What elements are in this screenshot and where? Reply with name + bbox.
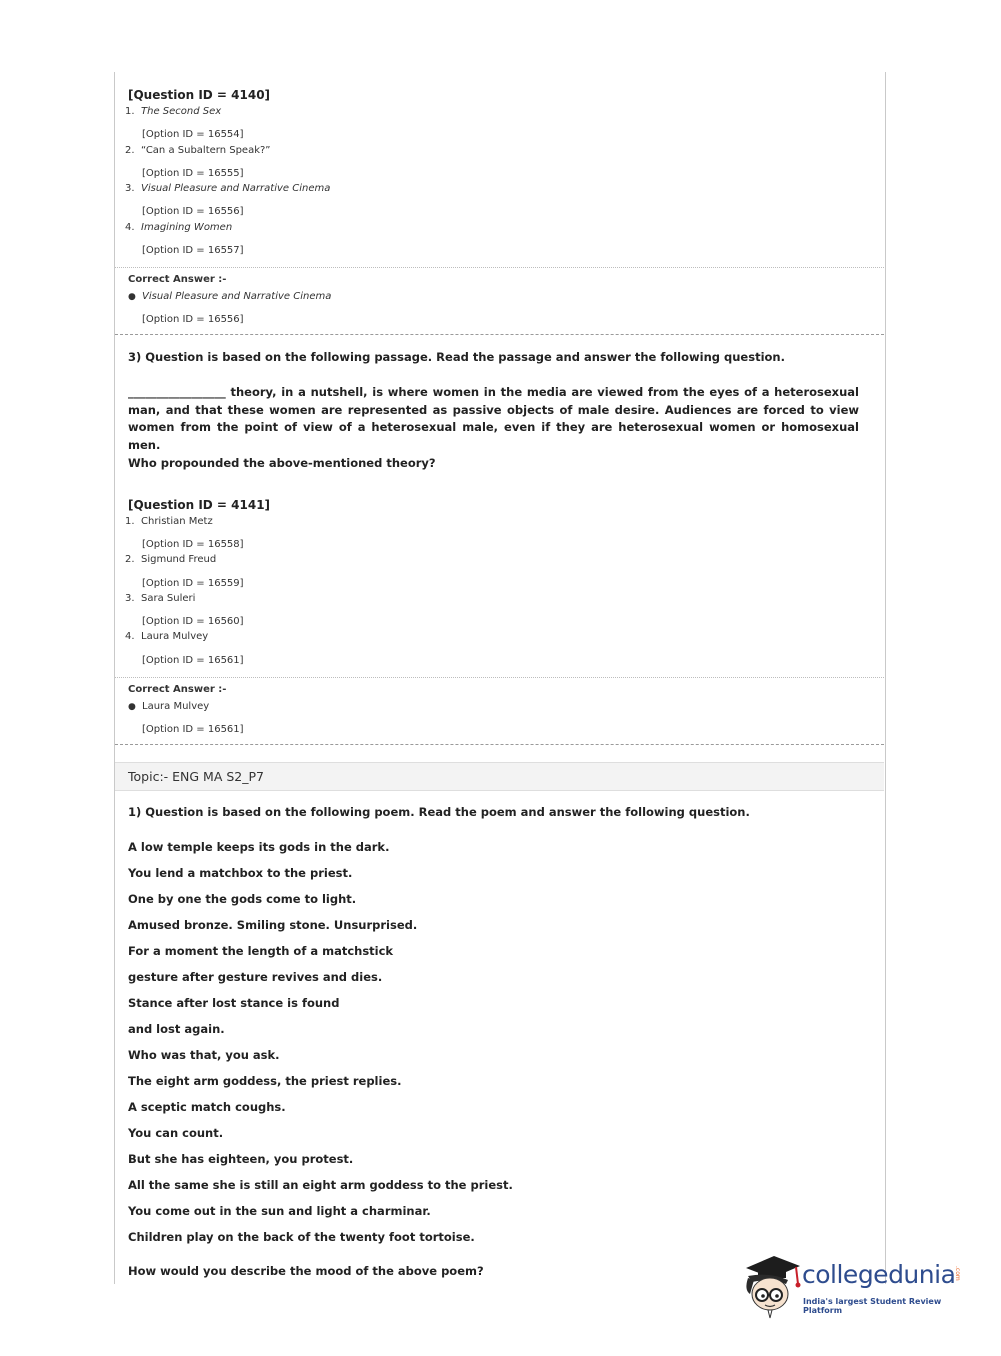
- option-2[interactable]: [125, 554, 216, 565]
- bullet-icon: ●: [128, 702, 136, 712]
- option-number: 1.: [125, 106, 135, 117]
- correct-answer-label: Correct Answer :-: [128, 684, 227, 695]
- option-text: The Second Sex: [141, 106, 222, 117]
- correct-answer: [128, 701, 209, 712]
- poem-line: The eight arm goddess, the priest replies.: [128, 1074, 402, 1088]
- option-id: [Option ID = 16556]: [142, 206, 244, 217]
- poem-line: For a moment the length of a matchstick: [128, 944, 394, 958]
- option-id: [Option ID = 16554]: [142, 129, 244, 140]
- question-prompt: Who propounded the above-mentioned theory?: [128, 456, 436, 470]
- option-number: 1.: [125, 516, 135, 527]
- correct-answer-text: Visual Pleasure and Narrative Cinema: [142, 291, 332, 302]
- correct-option-id: [Option ID = 16561]: [142, 724, 244, 735]
- logo-domain-suffix: .com: [954, 1266, 961, 1281]
- question-heading: 3) Question is based on the following passage. Read the passage and answer the following question.: [128, 350, 785, 364]
- poem-line: Who was that, you ask.: [128, 1048, 280, 1062]
- option-text: Sara Suleri: [141, 593, 196, 604]
- option-id: [Option ID = 16560]: [142, 616, 244, 627]
- topic-label: Topic:- ENG MA S2_P7: [128, 769, 264, 784]
- poem-line: A low temple keeps its gods in the dark.: [128, 840, 390, 854]
- question-separator: [115, 744, 884, 745]
- option-number: 2.: [125, 554, 135, 565]
- poem-line: A sceptic match coughs.: [128, 1100, 286, 1114]
- option-number: 3.: [125, 183, 135, 194]
- option-number: 4.: [125, 222, 135, 233]
- poem-line: gesture after gesture revives and dies.: [128, 970, 383, 984]
- option-3[interactable]: [125, 593, 195, 604]
- option-text: Imagining Women: [141, 222, 233, 233]
- poem-line: Amused bronze. Smiling stone. Unsurprised.: [128, 918, 418, 932]
- option-text: “Can a Subaltern Speak?”: [141, 145, 271, 156]
- logo-tagline: India's largest Student Review Platform: [803, 1297, 942, 1315]
- divider: [115, 677, 884, 678]
- poem-line: Stance after lost stance is found: [128, 996, 340, 1010]
- option-number: 2.: [125, 145, 135, 156]
- poem-line: You come out in the sun and light a charminar.: [128, 1204, 431, 1218]
- collegedunia-logo[interactable]: [740, 1250, 970, 1320]
- question-prompt: How would you describe the mood of the above poem?: [128, 1264, 484, 1278]
- option-4[interactable]: [125, 631, 208, 642]
- question-separator: [115, 334, 884, 335]
- poem-line: You lend a matchbox to the priest.: [128, 866, 353, 880]
- correct-answer: [128, 291, 331, 302]
- option-3[interactable]: [125, 183, 330, 194]
- option-id: [Option ID = 16558]: [142, 539, 244, 550]
- poem-line: All the same she is still an eight arm goddess to the priest.: [128, 1178, 513, 1192]
- option-number: 4.: [125, 631, 135, 642]
- option-text: Laura Mulvey: [141, 631, 209, 642]
- option-number: 3.: [125, 593, 135, 604]
- question-heading: 1) Question is based on the following poem. Read the poem and answer the following question.: [128, 805, 750, 819]
- option-id: [Option ID = 16557]: [142, 245, 244, 256]
- poem-line: and lost again.: [128, 1022, 225, 1036]
- option-id: [Option ID = 16555]: [142, 168, 244, 179]
- option-text: Visual Pleasure and Narrative Cinema: [141, 183, 331, 194]
- poem-line: You can count.: [128, 1126, 224, 1140]
- option-id: [Option ID = 16561]: [142, 655, 244, 666]
- option-1[interactable]: [125, 106, 221, 117]
- option-text: Christian Metz: [141, 516, 213, 527]
- option-4[interactable]: [125, 222, 232, 233]
- topic-bar: [115, 762, 884, 791]
- poem-line: But she has eighteen, you protest.: [128, 1152, 354, 1166]
- option-2[interactable]: [125, 145, 270, 156]
- question-id: [Question ID = 4141]: [128, 498, 271, 512]
- poem-line: Children play on the back of the twenty foot tortoise.: [128, 1230, 475, 1244]
- correct-option-id: [Option ID = 16556]: [142, 314, 244, 325]
- question-id: [Question ID = 4140]: [128, 88, 271, 102]
- option-text: Sigmund Freud: [141, 554, 217, 565]
- poem-line: One by one the gods come to light.: [128, 892, 357, 906]
- divider: [115, 267, 884, 268]
- correct-answer-label: Correct Answer :-: [128, 274, 227, 285]
- mascot-icon: [740, 1250, 802, 1320]
- logo-wordmark: collegedunia: [802, 1260, 956, 1289]
- option-1[interactable]: [125, 516, 213, 527]
- question-passage: _________________ theory, in a nutshell, is where women in the media are viewed from the eyes of a heterosexual man, and that these women are represented as passive objects of male desire. Audiences are forced to view women from the point of view of a heterosexual male, even if they are heterosexual women or homosexual men.: [128, 385, 859, 452]
- poem: [128, 839, 513, 1255]
- option-id: [Option ID = 16559]: [142, 578, 244, 589]
- correct-answer-text: Laura Mulvey: [142, 701, 210, 712]
- bullet-icon: ●: [128, 292, 136, 302]
